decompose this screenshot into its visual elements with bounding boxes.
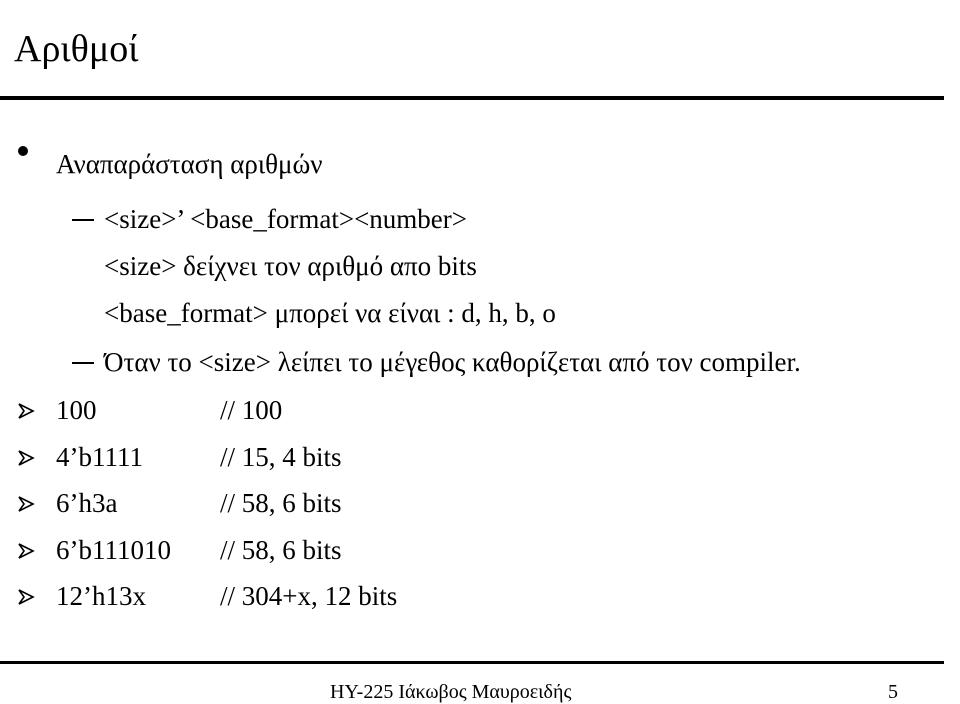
dash-icon [72,362,94,364]
example-literal: 6’h3a [56,488,118,518]
example-comment: // 304+x, 12 bits [220,581,398,611]
example-comment: // 58, 6 bits [220,535,342,565]
example-literal: 100 [56,395,97,425]
arrow-bullet-icon [16,494,36,514]
main-bullet-text: Αναπαράσταση αριθμών [56,149,323,179]
example-comment: // 100 [220,395,283,425]
bullet-dot-icon [18,146,28,156]
sub-item-compiler-note: Όταν το <size> λείπει το μέγεθος καθορίζεται από τον compiler. [104,347,801,377]
page-number: 5 [888,681,898,703]
arrow-bullet-icon [16,587,36,607]
example-comment: // 15, 4 bits [220,442,342,472]
footer-course-author: HY-225 Ιάκωβος Μαυροειδής [330,681,572,703]
example-literal: 6’b111010 [56,535,171,565]
sub-item-format: <size>’ <base_format><number> [104,204,467,234]
arrow-bullet-icon [16,448,36,468]
example-literal: 12’h13x [56,581,146,611]
indented-line-base-format: <base_format> μπορεί να είναι : d, h, b, o [104,298,556,328]
dash-icon [72,219,94,221]
arrow-bullet-icon [16,401,36,421]
example-comment: // 58, 6 bits [220,488,342,518]
example-literal: 4’b1111 [56,442,143,472]
title-divider [0,96,944,100]
arrow-bullet-icon [16,541,36,561]
slide-title: Αριθμοί [14,28,139,70]
indented-line-size: <size> δείχνει τον αριθμό απο bits [104,251,477,281]
footer-divider [0,661,944,664]
